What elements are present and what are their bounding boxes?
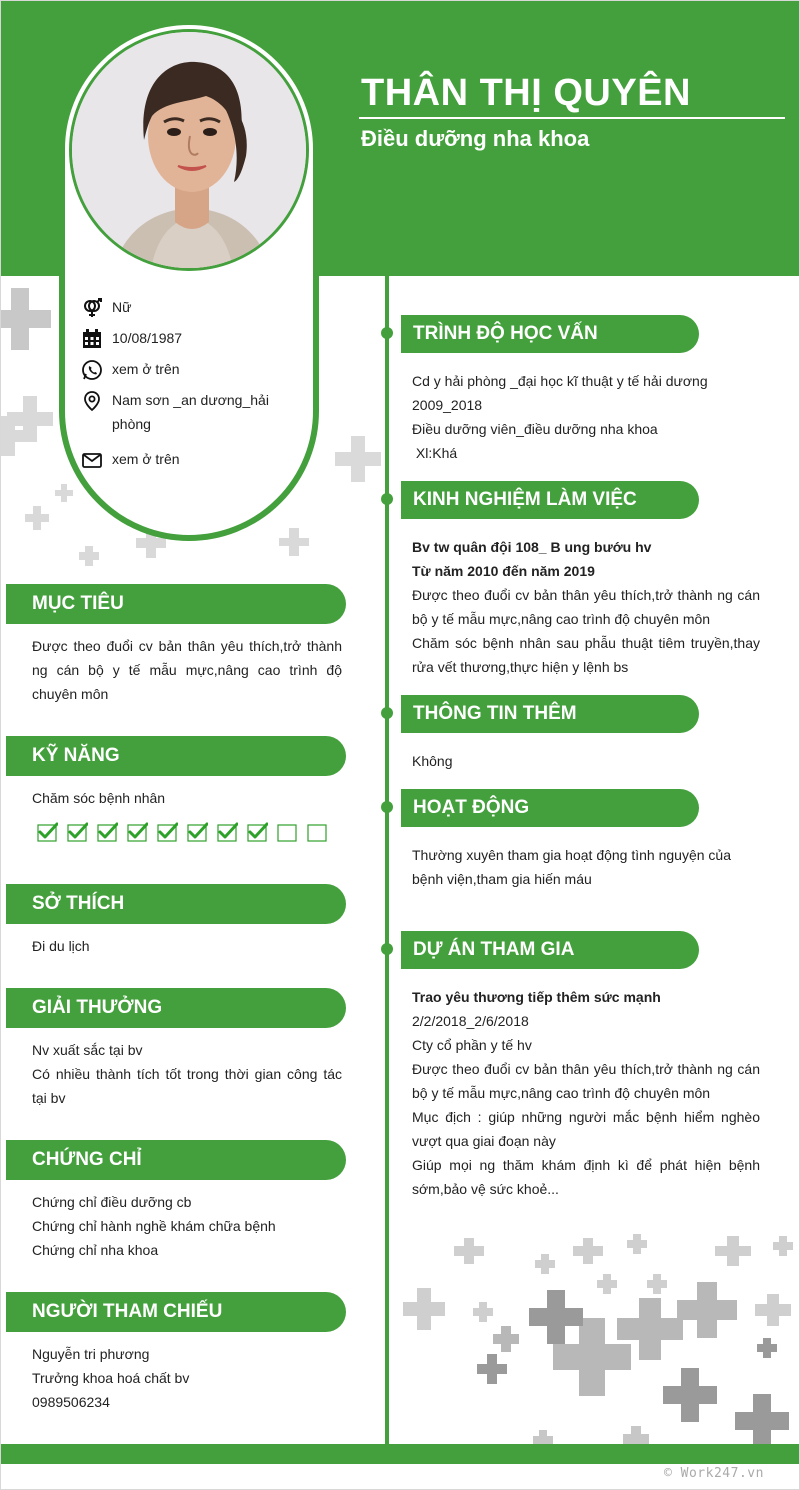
contact-phone [81,357,321,381]
certificate-line: Chứng chỉ nha khoa [32,1242,159,1258]
email-value: xem ở trên [112,451,180,467]
section-title-awards: GIẢI THƯỞNG [6,988,346,1028]
candidate-name: THÂN THỊ QUYÊN [361,72,691,114]
awards-text [32,1038,342,1110]
section-title-certificates: CHỨNG CHỈ [6,1140,346,1180]
checkbox-checked-icon [36,821,58,843]
hobbies-text: Đi du lịch [32,938,90,954]
contact-email [81,447,321,471]
timeline-marker [381,707,393,719]
phone-value: xem ở trên [112,361,180,377]
experience-line: Chăm sóc bệnh nhân sau phẫu thuật tiêm truyền,thay rửa vết thương,thực hiện y lệnh bs [412,635,760,675]
timeline-marker [381,327,393,339]
timeline-divider [385,276,389,1444]
section-title-activities: HOẠT ĐỘNG [401,789,699,827]
section-title-projects: DỰ ÁN THAM GIA [401,931,699,969]
reference-line: Trưởng khoa hoá chất bv [32,1370,190,1386]
section-title-objective: MỤC TIÊU [6,584,346,624]
decor-crosses-bottom-right [391,1226,800,1444]
timeline-marker [381,493,393,505]
reference-line: Nguyễn tri phương [32,1346,150,1362]
email-icon [81,449,103,471]
experience-text [412,535,760,679]
project-line: Cty cổ phần y tế hv [412,1037,532,1053]
section-title-experience: KINH NGHIỆM LÀM VIỆC [401,481,699,519]
checkbox-empty-icon [276,821,298,843]
certificate-line: Chứng chỉ điều dưỡng cb [32,1194,192,1210]
education-line: Xl:Khá [412,445,458,461]
education-line: 2009_2018 [412,397,483,413]
section-title-skills: KỸ NĂNG [6,736,346,776]
objective-text: Được theo đuổi cv bản thân yêu thích,trở thành ng cán bộ y tế mẫu mực,nâng cao trình độ chuyên môn [32,638,342,702]
activities-text: Thường xuyên tham gia hoạt động tình nguyện của bệnh viện,tham gia hiến máu [412,847,731,887]
additional-text: Không [412,753,453,769]
timeline-marker [381,943,393,955]
watermark: © Work247.vn [664,1466,764,1481]
reference-line: 0989506234 [32,1394,110,1410]
calendar-icon [81,328,103,350]
job-title: Điều dưỡng nha khoa [361,126,590,151]
section-title-hobbies: SỞ THÍCH [6,884,346,924]
education-line: Điều dưỡng viên_điều dưỡng nha khoa [412,421,658,437]
phone-icon [81,359,103,381]
contact-gender [81,295,321,319]
award-line: Nv xuất sắc tại bv [32,1042,143,1058]
project-line: Mục địch : giúp những người mắc bệnh hiểm nghèo vượt qua giai đoạn này [412,1109,760,1149]
project-line: Giúp mọi ng thăm khám định kì để phát hiện bệnh sớm,bảo vệ sức khoẻ... [412,1157,760,1197]
location-icon [81,390,103,412]
gender-icon [81,297,103,319]
gender-value: Nữ [112,299,132,315]
section-title-additional: THÔNG TIN THÊM [401,695,699,733]
experience-line: Được theo đuổi cv bản thân yêu thích,trở thành ng cán bộ y tế mẫu mực,nâng cao trình độ chuyên môn [412,587,760,627]
portrait-illustration [72,32,309,271]
skill-level-rating [36,821,336,845]
birthday-value: 10/08/1987 [112,330,183,346]
education-text [412,369,760,465]
name-underline [359,117,785,119]
references-text [32,1342,342,1414]
footer-band [1,1444,800,1464]
project-name: Trao yêu thương tiếp thêm sức mạnh [412,989,661,1005]
checkbox-checked-icon [186,821,208,843]
project-period: 2/2/2018_2/6/2018 [412,1013,529,1029]
avatar [69,29,309,271]
section-title-references: NGƯỜI THAM CHIẾU [6,1292,346,1332]
section-title-education: TRÌNH ĐỘ HỌC VẤN [401,315,699,353]
address-value: Nam sơn _an dương_hải phòng [112,392,269,432]
checkbox-checked-icon [216,821,238,843]
experience-period: Từ năm 2010 đến năm 2019 [412,563,595,579]
certificate-line: Chứng chỉ hành nghề khám chữa bệnh [32,1218,276,1234]
checkbox-checked-icon [96,821,118,843]
projects-text [412,985,760,1201]
certificates-text [32,1190,342,1262]
award-line: Có nhiều thành tích tốt trong thời gian công tác tại bv [32,1066,342,1106]
checkbox-empty-icon [306,821,328,843]
skill-name: Chăm sóc bệnh nhân [32,790,166,806]
project-line: Được theo đuổi cv bản thân yêu thích,trở thành ng cán bộ y tế mẫu mực,nâng cao trình độ chuyên môn [412,1061,760,1101]
timeline-marker [381,801,393,813]
contact-address [81,388,321,436]
checkbox-checked-icon [246,821,268,843]
experience-company: Bv tw quân đội 108_ B ung bướu hv [412,539,652,555]
education-line: Cd y hải phòng _đại học kĩ thuật y tế hải dương [412,373,708,389]
contact-birthday [81,326,321,350]
checkbox-checked-icon [156,821,178,843]
checkbox-checked-icon [126,821,148,843]
checkbox-checked-icon [66,821,88,843]
